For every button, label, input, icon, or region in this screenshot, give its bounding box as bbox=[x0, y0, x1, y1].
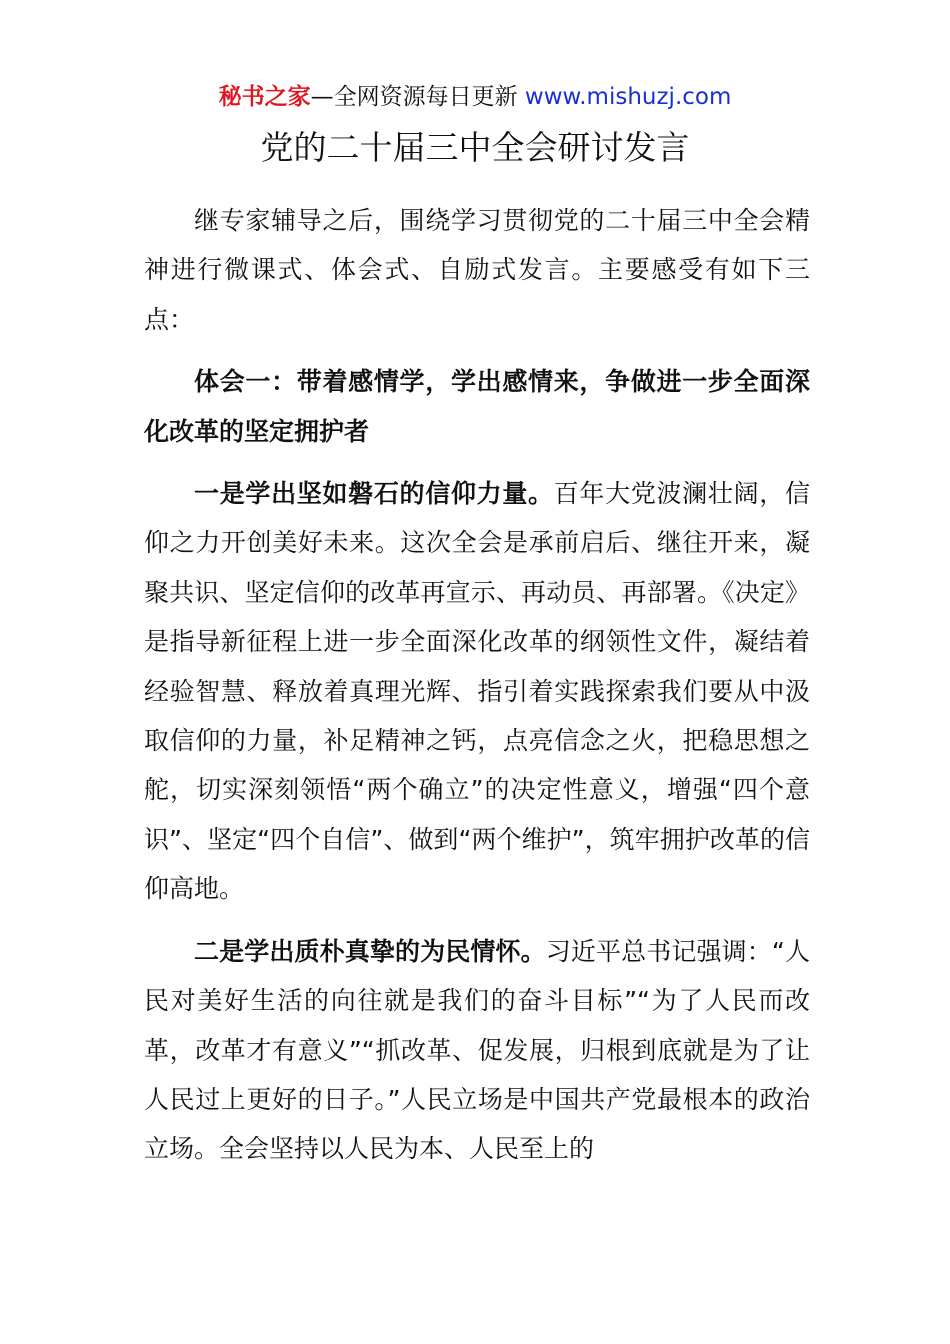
site-url: www.mishuzj.com bbox=[524, 84, 732, 110]
site-header bbox=[0, 80, 950, 114]
document-body bbox=[144, 196, 810, 1174]
paragraph-2-text: 习近平总书记强调：“人民对美好生活的向往就是我们的奋斗目标”“为了人民而改革，改革才有意义”“抓改革、促发展，归根到底就是为了让人民过上更好的日子。”人民立场是中国共产党最根本的政治立场。全会坚持以人民为本、人民至上的 bbox=[144, 936, 810, 1164]
section-heading-1: 体会一：带着感情学，学出感情来，争做进一步全面深化改革的坚定拥护者 bbox=[144, 367, 810, 446]
document-title: 党的二十届三中全会研讨发言 bbox=[260, 128, 690, 167]
paragraph-2 bbox=[144, 927, 810, 1174]
brand-name: 秘书之家 bbox=[218, 84, 311, 110]
paragraph-2-lead: 二是学出质朴真挚的为民情怀。 bbox=[194, 936, 546, 966]
site-tagline: —全网资源每日更新 bbox=[310, 84, 525, 110]
paragraph-1-text: 百年大党波澜壮阔，信仰之力开创美好未来。这次全会是承前启后、继往开来，凝聚共识、坚定信仰的改革再宣示、再动员、再部署。《决定》是指导新征程上进一步全面深化改革的纲领性文件，凝结着经验智慧、释放着真理光辉、指引着实践探索我们要从中汲取信仰的力量，补足精神之钙，点亮信念之火，把稳思想之舵，切实深刻领悟“两个确立”的决定性意义，增强“四个意识”、坚定“四个自信”、做到“两个维护”，筑牢拥护改革的信仰高地。 bbox=[144, 479, 810, 904]
paragraph-1-lead: 一是学出坚如磐石的信仰力量。 bbox=[194, 479, 554, 509]
paragraph-1 bbox=[144, 469, 810, 914]
intro-paragraph: 继专家辅导之后，围绕学习贯彻党的二十届三中全会精神进行微课式、体会式、自励式发言。主要感受有如下三点： bbox=[144, 206, 810, 334]
